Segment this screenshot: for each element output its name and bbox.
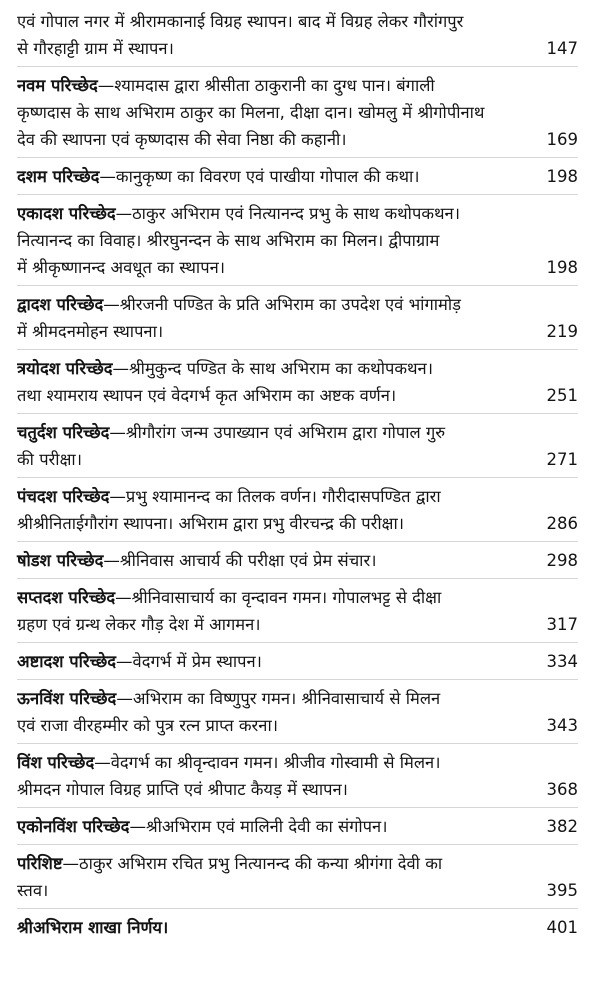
entry-text-line: में श्रीमदनमोहन स्थापना। [17,322,164,341]
chapter-heading: पंचदश परिच्छेद [17,487,110,506]
page-number: 298 [546,551,578,570]
entry-text-line: —श्रीगौरांग जन्म उपाख्यान एवं अभिराम द्वारा गोपाल गुरु [109,423,446,442]
page-number: 334 [546,652,578,671]
entry-text-line: —अभिराम का विष्णुपुर गमन। श्रीनिवासाचार्य से मिलन [116,689,441,708]
page-number: 271 [546,450,578,469]
page-number: 382 [546,817,578,836]
page-number: 368 [546,780,578,799]
toc-entry [17,163,578,195]
entry-text-line: स्तव। [17,881,49,900]
chapter-heading: अष्टादश परिच्छेद [17,652,117,671]
entry-text-line: —कानुकृष्ण का विवरण एवं पाखीया गोपाल की कथा। [99,167,420,186]
entry-text-line: —ठाकुर अभिराम एवं नित्यानन्द प्रभु के साथ कथोपकथन। [115,204,460,223]
page-number: 198 [546,167,578,186]
entry-text-line: नित्यानन्द का विवाह। श्रीरघुनन्दन के साथ अभिराम का मिलन। द्वीपाग्राम [17,231,440,250]
entry-text-line: ग्रहण एवं ग्रन्थ लेकर गौड़ देश में आगमन। [17,615,261,634]
entry-text-line: —प्रभु श्यामानन्द का तिलक वर्णन। गौरीदासपण्डित द्वारा [109,487,441,506]
chapter-heading: परिशिष्ट [17,854,63,873]
entry-text-line: श्रीश्रीनिताईगौरांग स्थापना। अभिराम द्वारा प्रभु वीरचन्द्र की परीक्षा। [17,514,405,533]
chapter-heading: चतुर्दश परिच्छेद [17,423,110,442]
chapter-heading: एकादश परिच्छेद [17,204,116,223]
entry-text-line: —श्रीनिवासाचार्य का वृन्दावन गमन। गोपालभट्ट से दीक्षा [115,588,442,607]
toc-entry [17,8,578,67]
chapter-heading: दशम परिच्छेद [17,167,100,186]
entry-text-line: —वेदगर्भ का श्रीवृन्दावन गमन। श्रीजीव गोस्वामी से मिलन। [94,753,441,772]
page-number: 317 [546,615,578,634]
entry-text-line: —ठाकुर अभिराम रचित प्रभु नित्यानन्द की कन्या श्रीगंगा देवी का [62,854,443,873]
chapter-heading: सप्तदश परिच्छेद [17,588,116,607]
entry-text-line: एवं गोपाल नगर में श्रीरामकानाई विग्रह स्थापन। बाद में विग्रह लेकर गौरांगपुर [17,12,464,31]
page-number: 251 [546,386,578,405]
toc-entry [17,291,578,350]
toc-entry [17,850,578,909]
page-number: 343 [546,716,578,735]
chapter-heading: षोडश परिच्छेद [17,551,104,570]
page-number: 169 [546,130,578,149]
chapter-heading: त्रयोदश परिच्छेद [17,359,113,378]
toc-entry [17,547,578,579]
page-number: 147 [546,39,578,58]
entry-text-line: कृष्णदास के साथ अभिराम ठाकुर का मिलना, दीक्षा दान। खोमलु में श्रीगोपीनाथ [17,103,485,122]
chapter-heading: ऊनविंश परिच्छेद [17,689,117,708]
page-number: 286 [546,514,578,533]
toc-entry [17,685,578,744]
page-number: 198 [546,258,578,277]
page-number: 395 [546,881,578,900]
toc-entry [17,749,578,808]
toc-entry [17,483,578,542]
toc-entry [17,72,578,158]
page-number: 219 [546,322,578,341]
entry-text-line: में श्रीकृष्णानन्द अवधूत का स्थापन। [17,258,225,277]
toc-entry [17,648,578,680]
chapter-heading: विंश परिच्छेद [17,753,95,772]
toc-entry [17,355,578,414]
chapter-heading: द्वादश परिच्छेद [17,295,104,314]
chapter-heading: श्रीअभिराम शाखा निर्णय। [17,918,169,937]
entry-text-line: की परीक्षा। [17,450,82,469]
entry-text-line: एवं राजा वीरहम्मीर को पुत्र रत्न प्राप्त करना। [17,716,278,735]
chapter-heading: नवम परिच्छेद [17,76,98,95]
entry-text-line: —श्रीरजनी पण्डित के प्रति अभिराम का उपदेश एवं भांगामोड़ [103,295,461,314]
entry-text-line: तथा श्यामराय स्थापन एवं वेदगर्भ कृत अभिराम का अष्टक वर्णन। [17,386,397,405]
entry-text-line: —वेदगर्भ में प्रेम स्थापन। [116,652,262,671]
entry-text-line: देव की स्थापना एवं कृष्णदास की सेवा निष्ठा की कहानी। [17,130,347,149]
toc-entry [17,813,578,845]
chapter-heading: एकोनविंश परिच्छेद [17,817,130,836]
toc-entry [17,914,578,945]
toc-entry [17,200,578,286]
entry-text-line: श्रीमदन गोपाल विग्रह प्राप्ति एवं श्रीपाट कैयड़ में स्थापन। [17,780,348,799]
entry-text-line: —श्रीमुकुन्द पण्डित के साथ अभिराम का कथोपकथन। [112,359,433,378]
toc-entry [17,584,578,643]
page-number: 401 [546,918,578,937]
toc-entry [17,419,578,478]
entry-text-line: से गौरहाट्टी ग्राम में स्थापन। [17,39,174,58]
entry-text-line: —श्रीनिवास आचार्य की परीक्षा एवं प्रेम संचार। [103,551,377,570]
entry-text-line: —श्रीअभिराम एवं मालिनी देवी का संगोपन। [129,817,388,836]
entry-text-line: —श्यामदास द्वारा श्रीसीता ठाकुरानी का दुग्ध पान। बंगाली [97,76,435,95]
